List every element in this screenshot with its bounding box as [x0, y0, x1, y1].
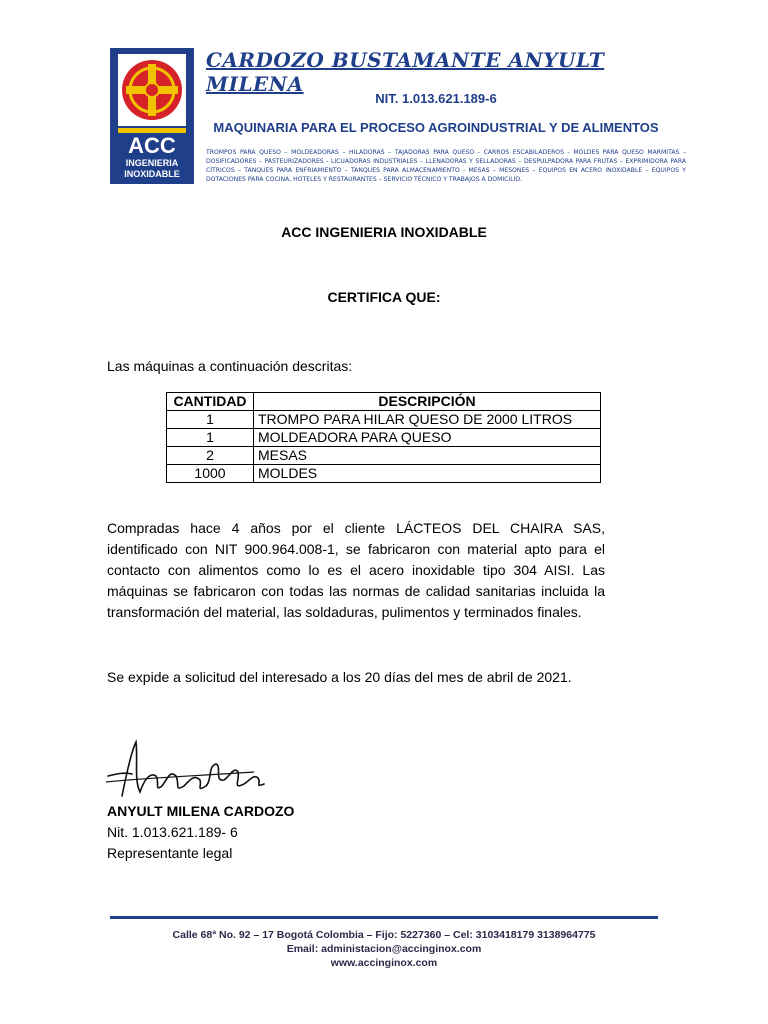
quantity-cell: 2	[167, 447, 254, 465]
footer-divider	[110, 916, 658, 919]
footer-email: Email: administacion@accinginox.com	[286, 943, 482, 955]
footer-website: www.accinginox.com	[330, 957, 438, 969]
machines-table	[166, 392, 601, 483]
quantity-cell: 1	[167, 429, 254, 447]
table-row	[167, 465, 601, 483]
table-header-row	[167, 393, 601, 411]
description-cell: MOLDES	[254, 465, 601, 483]
description-cell: MOLDEADORA PARA QUESO	[254, 429, 601, 447]
company-products-list: TROMPOS PARA QUESO – MOLDEADORAS – HILADORAS – TAJADORAS PARA QUESO - CARROS ESCABILADEROS - MOLDES PARA QUESO MARMITAS – DOSIFICADORES – PASTEURIZADORES - LICUADORAS INDUSTRIALES – LLENADORAS Y SELLADORAS – DESPULPADORA PARA FRUTAS – EXPRIMIDORA PARA CÍTRICOS – TANQUES PARA ENFRIAMIENTO – TANQUES PARA ALMACENAMIENTO - MESAS – MESONES – EQUIPOS EN ACERO INOXIDABLE – EQUIPOS Y DOTACIONES PARA COCINA, HOTELES Y RESTAURANTES – SERVICIO TÉCNICO Y TRABAJOS A DOMICILIO.	[206, 149, 686, 183]
description-cell: MESAS	[254, 447, 601, 465]
certify-heading: CERTIFICA QUE:	[327, 289, 441, 305]
intro-text: Las máquinas a continuación descritas:	[107, 358, 353, 374]
quantity-cell: 1	[167, 411, 254, 429]
signer-name: ANYULT MILENA CARDOZO	[107, 803, 295, 819]
quantity-cell: 1000	[167, 465, 254, 483]
table-row	[167, 447, 601, 465]
column-header-quantity: CANTIDAD	[167, 393, 254, 411]
footer-address: Calle 68ª No. 92 – 17 Bogotá Colombia – Fijo: 5227360 – Cel: 3103418179 3138964775	[172, 929, 596, 941]
company-nit: NIT. 1.013.621.189-6	[375, 91, 497, 106]
signer-role: Representante legal	[107, 845, 233, 861]
company-logo	[110, 48, 194, 184]
logo-line1: INGENIERIA	[125, 158, 179, 168]
signer-nit: Nit. 1.013.621.189- 6	[107, 824, 238, 840]
table-row	[167, 429, 601, 447]
company-tagline: MAQUINARIA PARA EL PROCESO AGROINDUSTRIAL Y DE ALIMENTOS	[213, 120, 659, 135]
company-name: CARDOZO BUSTAMANTE ANYULT MILENA	[206, 48, 605, 96]
logo-letters: ACC	[128, 133, 176, 158]
table-row	[167, 411, 601, 429]
document-title: ACC INGENIERIA INOXIDABLE	[281, 224, 487, 240]
body-paragraph: Compradas hace 4 años por el cliente LÁCTEOS DEL CHAIRA SAS, identificado con NIT 900.964.008-1, se fabricaron con material apto para el contacto con alimentos como lo es el acero inoxidable tipo 304 AISI. Las máquinas se fabricaron con todas las normas de calidad sanitarias incluida la transformación del material, las soldaduras, pulimentos y terminados finales.	[107, 520, 605, 620]
column-header-description: DESCRIPCIÓN	[254, 393, 601, 411]
handwritten-signature	[104, 736, 274, 811]
issued-statement: Se expide a solicitud del interesado a los 20 días del mes de abril de 2021.	[107, 669, 572, 685]
description-cell: TROMPO PARA HILAR QUESO DE 2000 LITROS	[254, 411, 601, 429]
logo-line2: INOXIDABLE	[124, 169, 180, 179]
